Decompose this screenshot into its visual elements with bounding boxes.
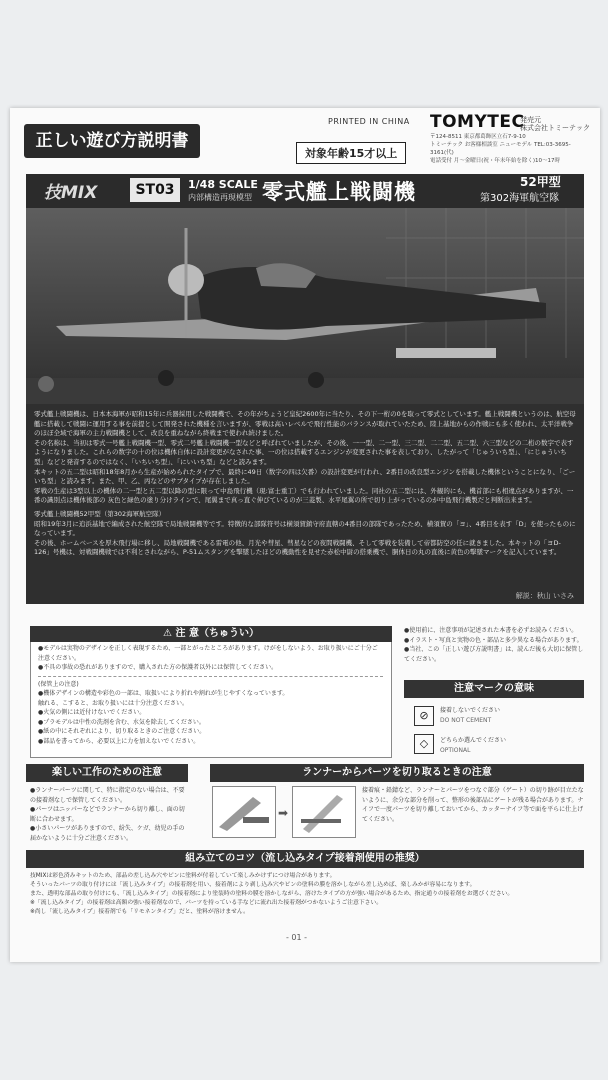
product-name: 零式艦上戦闘機 (262, 180, 416, 204)
unit-label: 第302海軍航空隊 (480, 193, 560, 204)
caution-item: ●不具の事故の恐れがありますので、購入された方の保護者以外には保管してください。 (38, 664, 278, 671)
storage-item: ●火気の側には近付けないでください。 (38, 709, 146, 716)
storage-item: ●プラモデルは中性の洗剤を含む、水気を除去してください。 (38, 718, 205, 726)
story-paragraph: 零式艦上戦闘機は、日本本海軍が昭和15年に兵器採用した戦闘機で、その年がちょうど皇紀2600年に当たり、その下一桁の0を取って零式としています。艦上戦闘機というのは、航空母艦に搭載して戦闘に運用する事を前提として開発された機種を言いますが、零戦は高いレベルで飛行性能のバランスが取れていたため、陸上基地からの作戦にも多く使われ、太平洋戦争のほぼ全域で海軍の主力戦闘機として、改良を重ねながら終戦まで使われ続けました。 (34, 410, 576, 438)
author-credit: 解説：秋山 いさみ (515, 592, 574, 601)
assembly-notes (30, 872, 580, 917)
runner-notes: 接着痕・鉛錆など、ランナーとパーツをつなぐ部分（ゲート）の切り跡が目立たないように、余分な部分を削って、整形の後部品にゲートが残る場合があります。ナイフで一度パーツを切り離しておいてから、カッターナイフ等で面を平らに仕上げてください。 (362, 787, 584, 823)
crafting-title: 楽しい工作のための注意 (26, 764, 188, 782)
assembly-item: ※「流し込みタイプ」の接着剤は高額の強い接着剤なので、パーツを持っている手などに流れ出た接着剤がつかないようご注意下さい。 (30, 900, 383, 906)
address-line: トミーテック お客様相談室 ニューモデル TEL:03-3695-3161(代) (430, 142, 571, 156)
note-item: ●使用前に、注意事項が記述された本書を必ずお読みください。 (404, 627, 578, 634)
publisher-name: 発売元 株式会社トミーテック (520, 116, 590, 132)
story-paragraph: 本キットの五二型は昭和18年8月から生産が始められたタイプで、最終に49日（数字の四は欠番）の設計変更が行われ、2番目の改良型エンジンを搭載した機体ということになり、「ごーいち型」と読みます。また、甲、乙、丙などのサブタイプが存在しました。 (34, 467, 576, 486)
knife-diagram (293, 787, 355, 837)
assembly-item: そういったパーツの取り付けには「流し込みタイプ」の接着剤を用い、接着剤により剥し込み穴やピンの塗料の膜を溶かしながら差し込めば、楽しみかが容易になります。 (30, 882, 476, 888)
cutting-illustration-2 (292, 786, 356, 838)
description-text (26, 404, 584, 604)
story-paragraph: 零戦の生産は3型以上の機体の二一型と五二型以降の型に限って中島飛行機（現:富士重工）でも行われていました。同社の五二型には、外観的にも、機首部にも相違点がありますが、一番の識別点は機体後部の 灰色と緑色の塗り分けラインで、尾翼まで真っ直ぐ伸びているのが三菱製、水平尾翼の所で切り上がっているのが中島飛行機製だと判断出来ます。 (34, 486, 574, 505)
scale-subtitle: 内部構造再現模型 (188, 193, 252, 202)
crafting-item: ●小さいパーツがありますので、紛失、ケガ、幼児の手の届かないように十分ご注意ください。 (30, 825, 185, 842)
story-paragraph: その後、ホームベースを厚木飛行場に移し、局地戦闘機である雷電の他、月光や彗星、彗星などの夜間戦闘機、そして零戦を装備して帝都防空の任に就きました。本キットの「ヨD-126」号機は、対戦闘機戦では不利とされながら、P-51ムスタングを撃墜したほどの機動性を見せた赤松中尉の搭乗機で、胴体日の丸の直後に黄色の撃墜マークを記入しています。 (34, 538, 561, 557)
mark-no-cement-en: DO NOT CEMENT (440, 717, 492, 724)
address-line: 電話受付 月〜金曜日(祝・年末年始を除く)10〜17時 (430, 158, 561, 164)
aircraft-photo (26, 208, 584, 404)
assembly-item: また、透明な部品の取り付けにも、「流し込みタイプ」の接着剤により塗装時の塗料の膜を溶かしながら、溶けたタイプの方が強い場合があるため、指定通りの接着剤をお選びください。 (30, 891, 514, 897)
storage-item: ●機体デザインの構造や彩色の一部は、取扱いにより折れや割れが生じやすくなっています。 (38, 690, 289, 697)
address-block (430, 133, 592, 165)
storage-item: 触れる、こすると、お取り扱いには十分注意ください。 (38, 699, 189, 707)
age-badge: 対象年齢15才以上 (296, 142, 406, 164)
printed-in-label: PRINTED IN CHINA (328, 117, 410, 126)
storage-item: ●紙の中にそれぞれにより、切り取るときのご注意ください。 (38, 728, 206, 735)
no-cement-icon: ⊘ (414, 706, 434, 726)
series-logo: 技MIX (44, 183, 98, 203)
address-line: 〒124-8511 東京都葛飾区立石7-9-10 (430, 134, 526, 140)
story-paragraph: その名称は、当初は零式一号艦上戦闘機一型、零式二号艦上戦闘機一型などと呼ばれていましたが、その後、一一型、二一型、三二型、二二型、五二型、六三型などの二桁の数字で表すようになりました。これらの数字の十の位は機体自体に設計変更がなされた事、一の位は搭載するエンジンが変更された事を表しており、したがって「じゅういち型」、「にじゅういち型」などと発音するのではなく、「いちいち型」、「にいいち型」などと読みます。 (34, 438, 574, 466)
storage-item: ●部品を書ってから、必要以上に力を加えないでください。 (38, 737, 200, 745)
mark-meaning-title: 注意マークの意味 (404, 680, 584, 698)
caution-item: ●モデルは実物のデザインを正しく表現するため、一部とがったところがあります。けがをしないよう、お取り扱いにご十分ご注意ください。 (38, 645, 378, 662)
caution-title: ⚠ 注 意（ちゅうい） (30, 626, 392, 642)
page-number: - 01 - (286, 933, 308, 942)
crafting-item: ●ランナーパーツに関して、特に指定のない場合は、不要の接着剤なしで保管してください。 (30, 787, 185, 804)
mark-no-cement: 接着しないでください (440, 707, 501, 714)
assembly-item: 技MIXは彩色済みキットのため、部品の差し込み穴やピンに塗料が付着していて楽しみかけずにつけ場合があります。 (30, 873, 336, 879)
general-notes (404, 626, 584, 664)
assembly-title: 組み立てのコツ（流し込みタイプ接着剤使用の推奨） (26, 850, 584, 868)
caution-list (38, 644, 383, 746)
aircraft-illustration (26, 208, 584, 404)
manual-title: 正しい遊び方説明書 (24, 124, 200, 158)
mark-optional: どちらか選んでください (440, 737, 507, 744)
note-item: ●当社、この「正しい遊び方説明書」は、読んだ後も大切に保管してください。 (404, 646, 584, 663)
nipper-diagram (213, 787, 275, 837)
cutting-illustration-1 (212, 786, 276, 838)
brand-logo: TOMYTEC (430, 112, 525, 132)
optional-icon: ◇ (414, 734, 434, 754)
variant-label: 52甲型 (520, 175, 561, 189)
storage-heading: (保管上の注意) (38, 680, 79, 688)
crafting-notes (30, 786, 188, 843)
story-subheading: 零式艦上戦闘機52甲型（第302海軍航空隊） (34, 509, 166, 518)
product-code: ST03 (130, 178, 180, 202)
story-paragraph: 昭和19年3月に追浜基地で編成された航空隊で局地戦闘機等です。特徴的な部隊符号は横須賀鎮守府直轄の4番目の部隊であったため、横須賀の「ヨ」、4番目を表す「D」を使ったものになっています。 (34, 519, 576, 538)
runner-title: ランナーからパーツを切り取るときの注意 (210, 764, 584, 782)
crafting-item: ●パーツはニッパーなどでランナーから切り離し、面の切断に合わせます。 (30, 806, 185, 823)
mark-optional-en: OPTIONAL (440, 747, 471, 754)
divider (38, 676, 383, 677)
note-item: ●イラスト・写真と実物の色・部品と多少異なる場合があります。 (404, 636, 583, 644)
assembly-item: ※尚し「流し込みタイプ」接着剤でも「リモネンタイプ」だと、塗料が溶けません。 (30, 909, 249, 915)
arrow-icon: ➡ (278, 806, 289, 820)
scale-label: 1/48 SCALE (188, 178, 258, 191)
